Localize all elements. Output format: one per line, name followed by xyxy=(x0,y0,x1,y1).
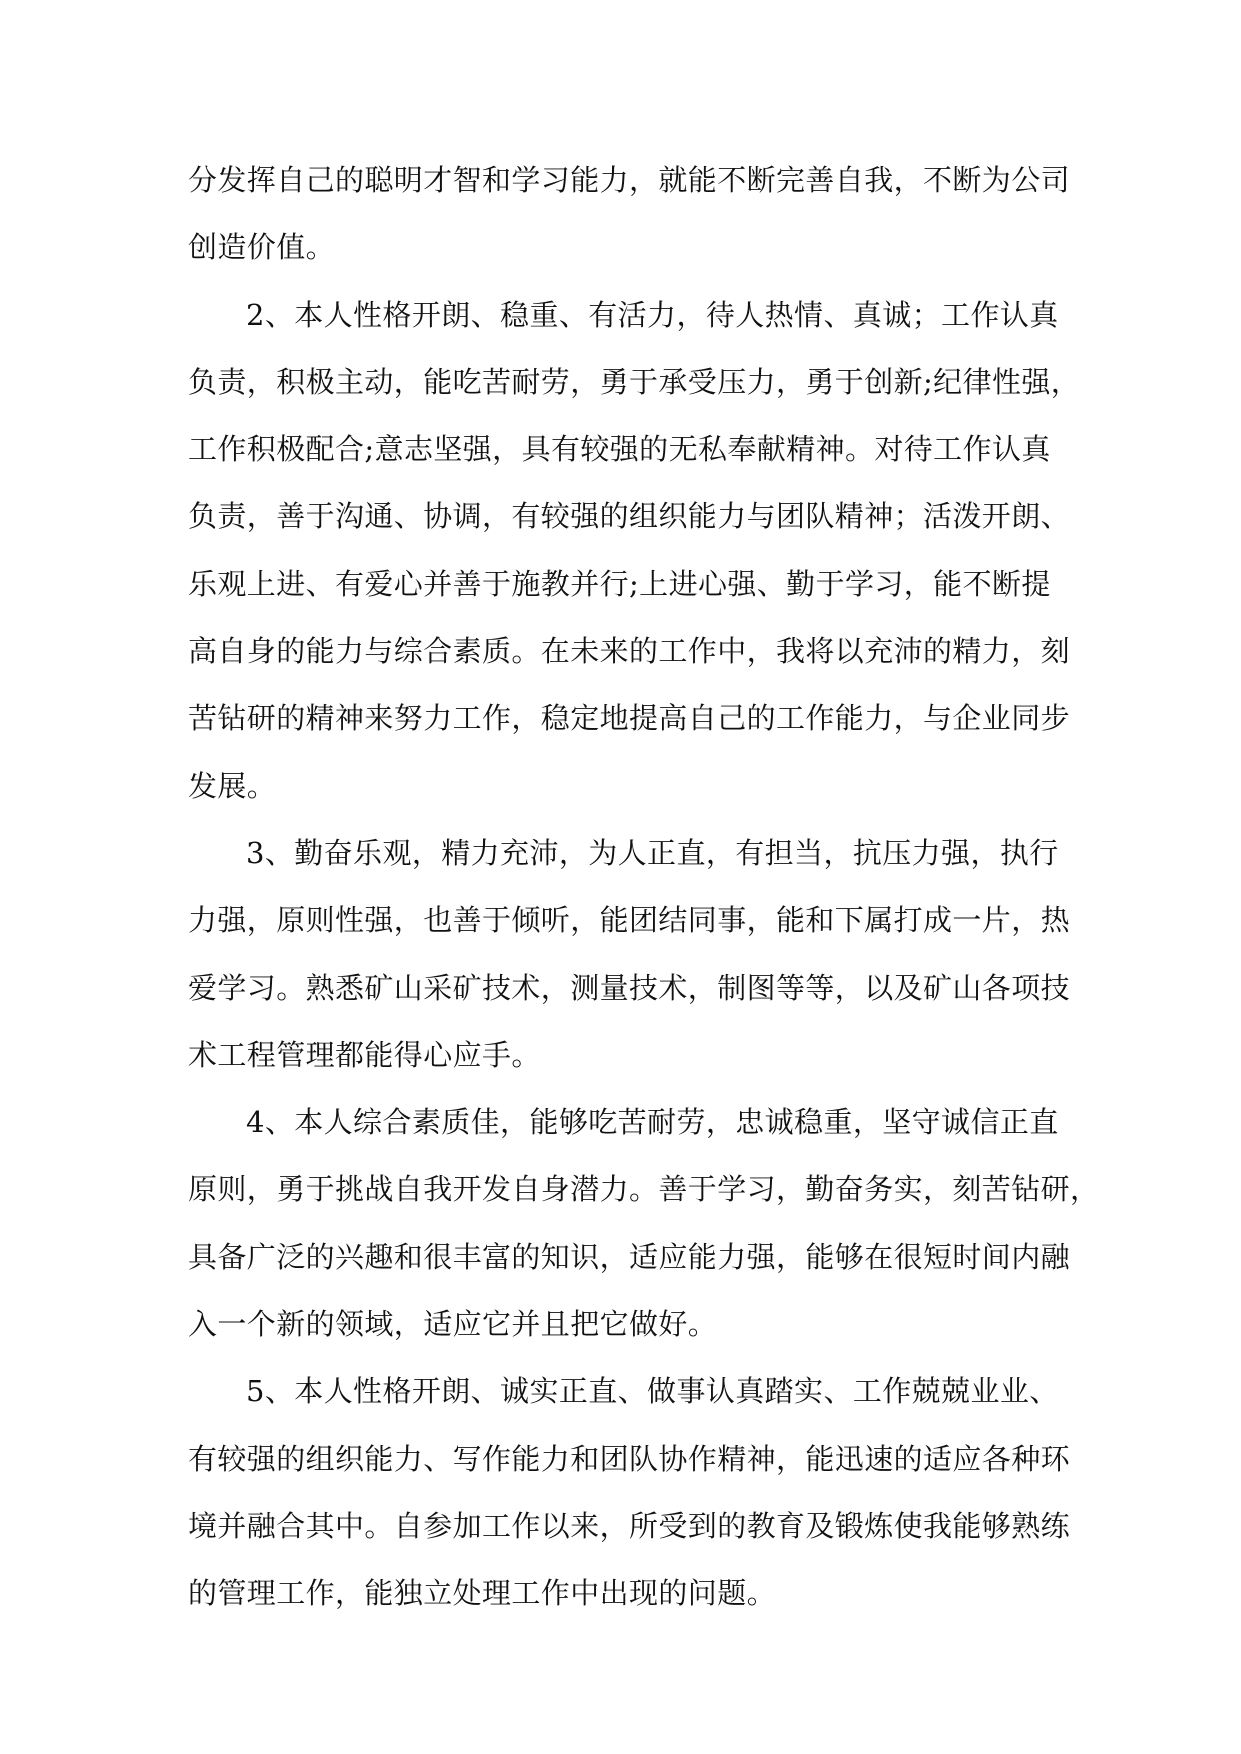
text-line: 入一个新的领域，适应它并且把它做好。 xyxy=(188,1307,718,1342)
text-line: 分发挥自己的聪明才智和学习能力，就能不断完善自我，不断为公司 xyxy=(188,163,1071,197)
text-line: 工作积极配合;意志坚强，具有较强的无私奉献精神。对待工作认真 xyxy=(188,432,1051,467)
text-line: 术工程管理都能得心应手。 xyxy=(188,1037,541,1072)
text-line: 具备广泛的兴趣和很丰富的知识，适应能力强，能够在很短时间内融 xyxy=(188,1239,1071,1274)
paragraph-start-line: 5、本人性格开朗、诚实正直、做事认真踏实、工作兢兢业业、 xyxy=(246,1374,1059,1409)
text-line: 苦钻研的精神来努力工作，稳定地提高自己的工作能力，与企业同步 xyxy=(188,701,1071,736)
text-line: 负责，积极主动，能吃苦耐劳，勇于承受压力，勇于创新;纪律性强， xyxy=(188,364,1081,399)
text-line: 原则，勇于挑战自我开发自身潜力。善于学习，勤奋务实，刻苦钻研， xyxy=(188,1172,1100,1207)
text-line: 力强，原则性强，也善于倾听，能团结同事，能和下属打成一片，热 xyxy=(188,903,1071,938)
text-line: 爱学习。熟悉矿山采矿技术，测量技术，制图等等，以及矿山各项技 xyxy=(188,970,1071,1005)
document-body xyxy=(188,160,1100,1641)
paragraph-start-line: 3、勤奋乐观，精力充沛，为人正直，有担当，抗压力强，执行 xyxy=(246,835,1059,870)
paragraph-start-line: 4、本人综合素质佳，能够吃苦耐劳，忠诚稳重，坚守诚信正直 xyxy=(246,1105,1059,1140)
text-line: 境并融合其中。自参加工作以来，所受到的教育及锻炼使我能够熟练 xyxy=(188,1508,1071,1543)
text-line: 发展。 xyxy=(188,768,277,803)
text-line: 的管理工作，能独立处理工作中出现的问题。 xyxy=(188,1576,777,1611)
paragraph-start-line: 2、本人性格开朗、稳重、有活力，待人热情、真诚；工作认真 xyxy=(246,297,1059,332)
text-line: 负责，善于沟通、协调，有较强的组织能力与团队精神；活泼开朗、 xyxy=(188,499,1071,534)
text-line: 高自身的能力与综合素质。在未来的工作中，我将以充沛的精力，刻 xyxy=(188,634,1071,669)
text-line: 有较强的组织能力、写作能力和团队协作精神，能迅速的适应各种环 xyxy=(188,1441,1071,1476)
text-line: 创造价值。 xyxy=(188,230,336,265)
text-line: 乐观上进、有爱心并善于施教并行;上进心强、勤于学习，能不断提 xyxy=(188,566,1051,601)
